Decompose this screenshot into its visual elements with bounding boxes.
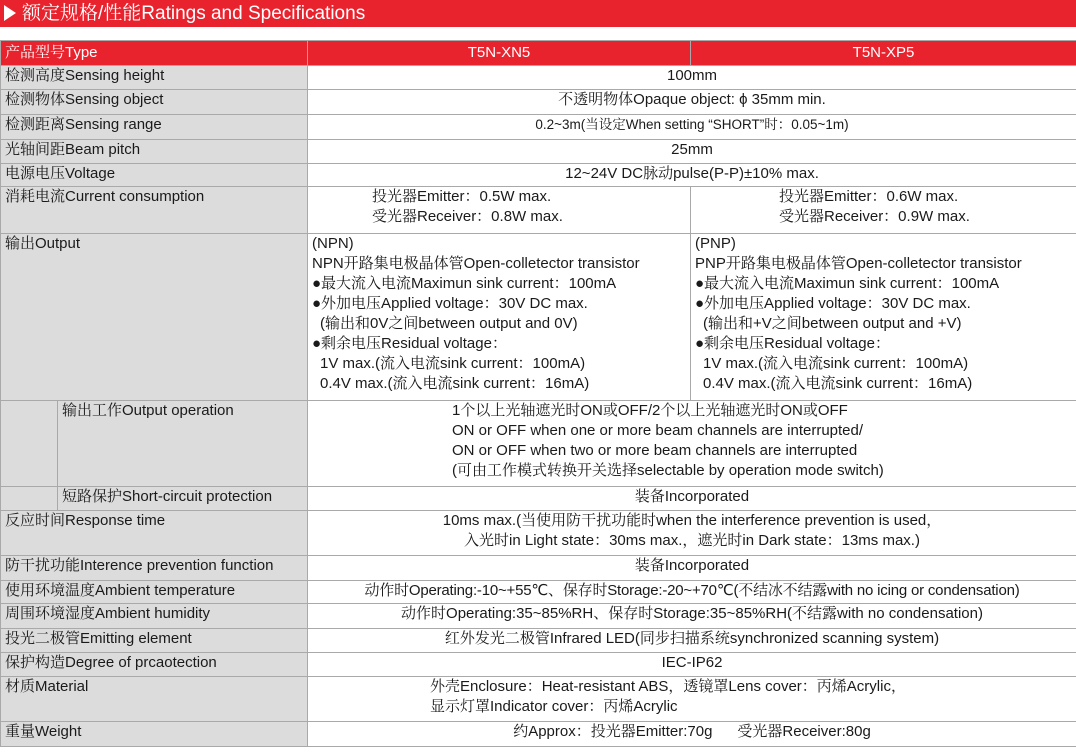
row-value: 25mm [308,140,1076,164]
row-interference [1,556,1076,581]
header-model-a: T5N-XN5 [308,41,691,66]
row-sensing-object [1,90,1076,115]
output-b-line: PNP开路集电极晶体管Open-colletector transistor [695,255,1022,272]
section-banner [0,0,1076,27]
material-line: 外壳Enclosure：Heat-resistant ABS，透镜罩Lens cover：丙烯Acrylic， [430,678,906,695]
row-sensing-height [1,66,1076,90]
output-a-line: NPN开路集电极晶体管Open-colletector transistor [312,255,640,272]
spec-table [0,40,1076,747]
row-indent [1,401,58,487]
output-b-line: 0.4V max.(流入电流sink current：16mA) [703,375,973,392]
output-b-line: ●剩余电压Residual voltage： [695,335,890,352]
output-a-line: ●剩余电压Residual voltage： [312,335,507,352]
response-time-line: 入光时in Light state：30ms max.，遮光时in Dark state：13ms max.) [464,532,920,549]
row-current-consumption [1,187,1076,234]
row-value: 装备Incorporated [308,487,1076,511]
current-a-emitter: 投光器Emitter：0.5W max. [372,188,552,205]
output-model-b [691,234,1076,401]
row-label: 周围环境湿度Ambient humidity [1,604,308,629]
output-b-line: (PNP) [695,235,736,252]
row-weight [1,722,1076,747]
row-label: 检测高度Sensing height [1,66,308,90]
output-model-a [308,234,691,401]
output-a-line: 1V max.(流入电流sink current：100mA) [320,355,586,372]
row-sensing-range [1,115,1076,140]
row-value: 不透明物体Opaque object: ϕ 35mm min. [308,90,1076,115]
output-b-line: 1V max.(流入电流sink current：100mA) [703,355,969,372]
section-title: 额定规格/性能Ratings and Specifications [22,3,366,24]
header-model-b: T5N-XP5 [691,41,1076,66]
current-b-emitter: 投光器Emitter：0.6W max. [779,188,959,205]
row-label: 输出工作Output operation [58,401,308,487]
output-b-line: ●最大流入电流Maximun sink current：100mA [695,275,1000,292]
row-short-circuit [1,487,1076,511]
output-a-line: ●最大流入电流Maximun sink current：100mA [312,275,617,292]
output-operation-line: ON or OFF when two or more beam channels are interrupted [452,442,858,459]
current-model-b [691,187,1076,234]
row-label: 检测距离Sensing range [1,115,308,140]
row-value: 12~24V DC脉动pulse(P-P)±10% max. [308,164,1076,187]
row-value: 动作时Operating:-10~+55℃、保存时Storage:-20~+70℃(不结冰不结露with no icing or condensation) [308,581,1076,604]
current-model-a [308,187,691,234]
row-value: 100mm [308,66,1076,90]
row-voltage [1,164,1076,187]
response-time-line: 10ms max.(当使用防干扰功能时when the interference prevention is used， [442,512,942,529]
row-label: 投光二极管Emitting element [1,629,308,653]
row-label: 重量Weight [1,722,308,747]
material-value [308,677,1076,722]
current-a-receiver: 受光器Receiver：0.8W max. [372,208,563,225]
output-b-line: ●外加电压Applied voltage：30V DC max. [695,295,971,312]
row-value: 装备Incorporated [308,556,1076,581]
row-value: 动作时Operating:35~85%RH、保存时Storage:35~85%RH(不结露with no condensation) [308,604,1076,629]
header-row [1,41,1076,66]
output-a-line: 0.4V max.(流入电流sink current：16mA) [320,375,590,392]
row-output [1,234,1076,401]
output-operation-line: ON or OFF when one or more beam channels are interrupted/ [452,422,864,439]
row-beam-pitch [1,140,1076,164]
row-label: 材质Material [1,677,308,722]
current-b-receiver: 受光器Receiver：0.9W max. [779,208,970,225]
row-value: 红外发光二极管Infrared LED(同步扫描系统synchronized scanning system) [308,629,1076,653]
response-time-value [308,511,1076,556]
row-label: 使用环境温度Ambient temperature [1,581,308,604]
row-label: 光轴间距Beam pitch [1,140,308,164]
row-emitting-element [1,629,1076,653]
row-material [1,677,1076,722]
row-label: 防干扰功能Interence prevention function [1,556,308,581]
row-response-time [1,511,1076,556]
output-operation-value [308,401,1076,487]
row-label: 短路保护Short-circuit protection [58,487,308,511]
output-a-line: ●外加电压Applied voltage：30V DC max. [312,295,588,312]
row-label: 消耗电流Current consumption [1,187,308,234]
row-label: 检测物体Sensing object [1,90,308,115]
row-label: 输出Output [1,234,308,401]
header-type-label: 产品型号Type [1,41,308,66]
row-protection [1,653,1076,677]
output-b-line: (输出和+V之间between output and +V) [703,315,962,332]
output-operation-line: (可由工作模式转换开关选择selectable by operation mode switch) [452,462,884,479]
row-label: 反应时间Response time [1,511,308,556]
row-label: 电源电压Voltage [1,164,308,187]
row-indent [1,487,58,511]
row-ambient-humidity [1,604,1076,629]
output-operation-line: 1个以上光轴遮光时ON或OFF/2个以上光轴遮光时ON或OFF [452,402,848,419]
row-value: 约Approx：投光器Emitter:70g 受光器Receiver:80g [308,722,1076,747]
row-output-operation [1,401,1076,487]
row-value: 0.2~3m(当设定When setting “SHORT”时：0.05~1m) [308,115,1076,140]
row-value: IEC-IP62 [308,653,1076,677]
material-line: 显示灯罩Indicator cover：丙烯Acrylic [430,698,678,715]
row-label: 保护构造Degree of prcaotection [1,653,308,677]
play-triangle-icon [4,5,16,21]
row-ambient-temperature [1,581,1076,604]
output-a-line: (输出和0V之间between output and 0V) [320,315,578,332]
output-a-line: (NPN) [312,235,354,252]
